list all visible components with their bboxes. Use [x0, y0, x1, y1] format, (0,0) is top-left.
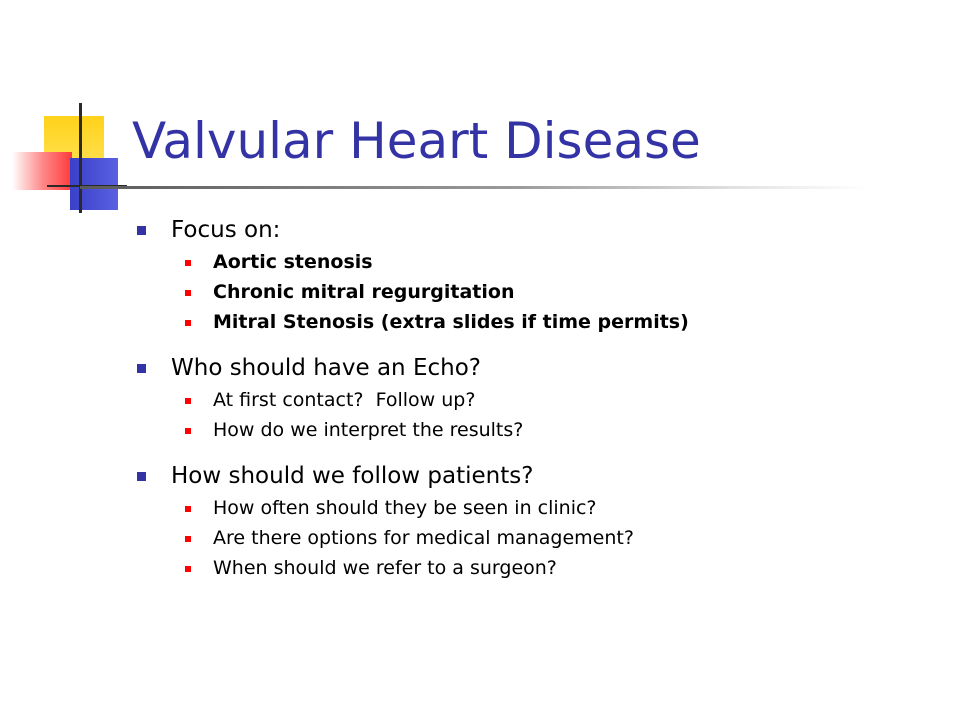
square-bullet-icon [185, 536, 191, 542]
bullet-text: Chronic mitral regurgitation [213, 281, 515, 303]
bullet-text: Aortic stenosis [213, 251, 373, 273]
square-bullet-icon [185, 428, 191, 434]
bullet-level2 [137, 553, 937, 583]
bullet-level2 [137, 493, 937, 523]
square-bullet-icon [185, 398, 191, 404]
section-echo [137, 351, 937, 445]
square-bullet-icon [137, 472, 146, 481]
logo-blue-square [70, 158, 118, 210]
slide-title: Valvular Heart Disease [132, 112, 701, 170]
bullet-text: At first contact? Follow up? [213, 389, 476, 411]
title-underline [80, 186, 870, 189]
bullet-level1 [137, 351, 937, 385]
square-bullet-icon [185, 260, 191, 266]
square-bullet-icon [185, 566, 191, 572]
square-bullet-icon [185, 320, 191, 326]
bullet-text: How often should they be seen in clinic? [213, 497, 597, 519]
section-heading: Who should have an Echo? [171, 355, 481, 381]
bullet-level2 [137, 385, 937, 415]
bullet-text: Mitral Stenosis (extra slides if time permits) [213, 311, 689, 333]
bullet-level2 [137, 247, 937, 277]
section-heading: Focus on: [171, 217, 281, 243]
bullet-text: Are there options for medical management? [213, 527, 634, 549]
bullet-level2 [137, 307, 937, 337]
section-follow-up [137, 459, 937, 583]
bullet-level2 [137, 277, 937, 307]
bullet-level2 [137, 523, 937, 553]
bullet-level2 [137, 415, 937, 445]
square-bullet-icon [137, 226, 146, 235]
bullet-text: When should we refer to a surgeon? [213, 557, 557, 579]
logo-vertical-line [79, 103, 82, 213]
square-bullet-icon [185, 506, 191, 512]
slide-content [137, 213, 937, 597]
section-focus [137, 213, 937, 337]
section-heading: How should we follow patients? [171, 463, 534, 489]
square-bullet-icon [185, 290, 191, 296]
bullet-level1 [137, 213, 937, 247]
bullet-level1 [137, 459, 937, 493]
bullet-text: How do we interpret the results? [213, 419, 524, 441]
square-bullet-icon [137, 364, 146, 373]
